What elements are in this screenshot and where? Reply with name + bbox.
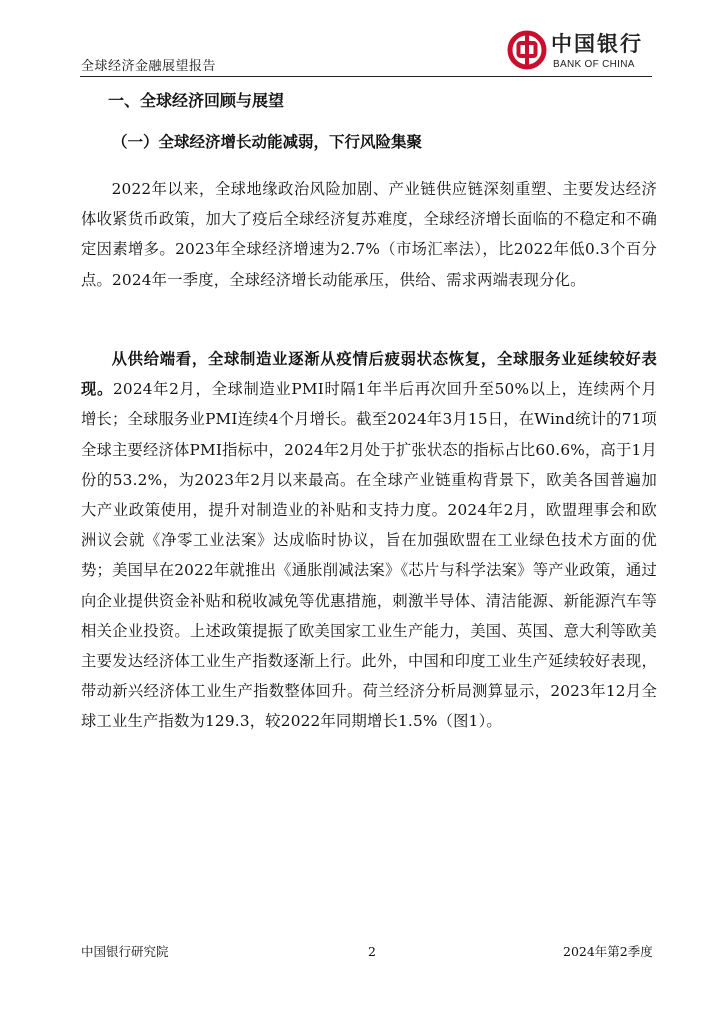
report-title: 全球经济金融展望报告 [81,59,217,74]
section-heading: 一、全球经济回顾与展望 [108,91,285,110]
section-subheading: （一）全球经济增长动能减弱，下行风险集聚 [112,132,423,151]
paragraph-2-body: 2024年2月，全球制造业PMI时隔1年半后再次回升至50%以上，连续两个月增长；全球服务业PMI连续4个月增长。截至2024年3月15日，在Wind统计的71项全球主要经济体PMI指标中，2024年2月处于扩张状态的指标占比60.6%，高于1月份的53.2%，为2023年2月以来最高。在全球产业链重构背景下，欧美各国普遍加大产业政策使用，提升对制造业的补贴和支持力度。2024年2月，欧盟理事会和欧洲议会就《净零工业法案》达成临时协议，旨在加强欧盟在工业绿色技术方面的优势；美国早在2022年就推出《通胀削减法案》《芯片与科学法案》等产业政策，通过向企业提供资金补贴和税收减免等优惠措施，刺激半导体、清洁能源、新能源汽车等相关企业投资。上述政策提振了欧美国家工业生产能力，美国、英国、意大利等欧美主要发达经济体工业生产指数逐渐上行。此外，中国和印度工业生产延续较好表现，带动新兴经济体工业生产指数整体回升。荷兰经济分析局测算显示，2023年12月全球工业生产指数为129.3，较2022年同期增长1.5%（图1）。 [81,380,657,731]
bank-of-china-emblem-icon [507,30,547,70]
page-number: 2 [368,944,376,959]
paragraph-2 [81,344,657,737]
paragraph-1: 2022年以来，全球地缘政治风险加剧、产业链供应链深刻重塑、主要发达经济体收紧货币政策，加大了疫后全球经济复苏难度，全球经济增长面临的不稳定和不确定因素增多。2023年全球经济增速为2.7%（市场汇率法），比2022年低0.3个百分点。2024年一季度，全球经济增长动能承压，供给、需求两端表现分化。 [81,180,657,289]
bank-logo [507,30,653,76]
footer-period: 2024年第2季度 [563,944,653,959]
logo-chinese-name: 中国银行 [551,31,643,56]
footer-org: 中国银行研究院 [81,944,169,959]
header-divider [80,76,652,77]
logo-english-name: BANK OF CHINA [553,59,635,70]
paragraph-2-lead: 从供给端看，全球制造业逐渐从疫情后疲弱状态恢复，全球服务业延续较好表现。 [81,350,657,399]
